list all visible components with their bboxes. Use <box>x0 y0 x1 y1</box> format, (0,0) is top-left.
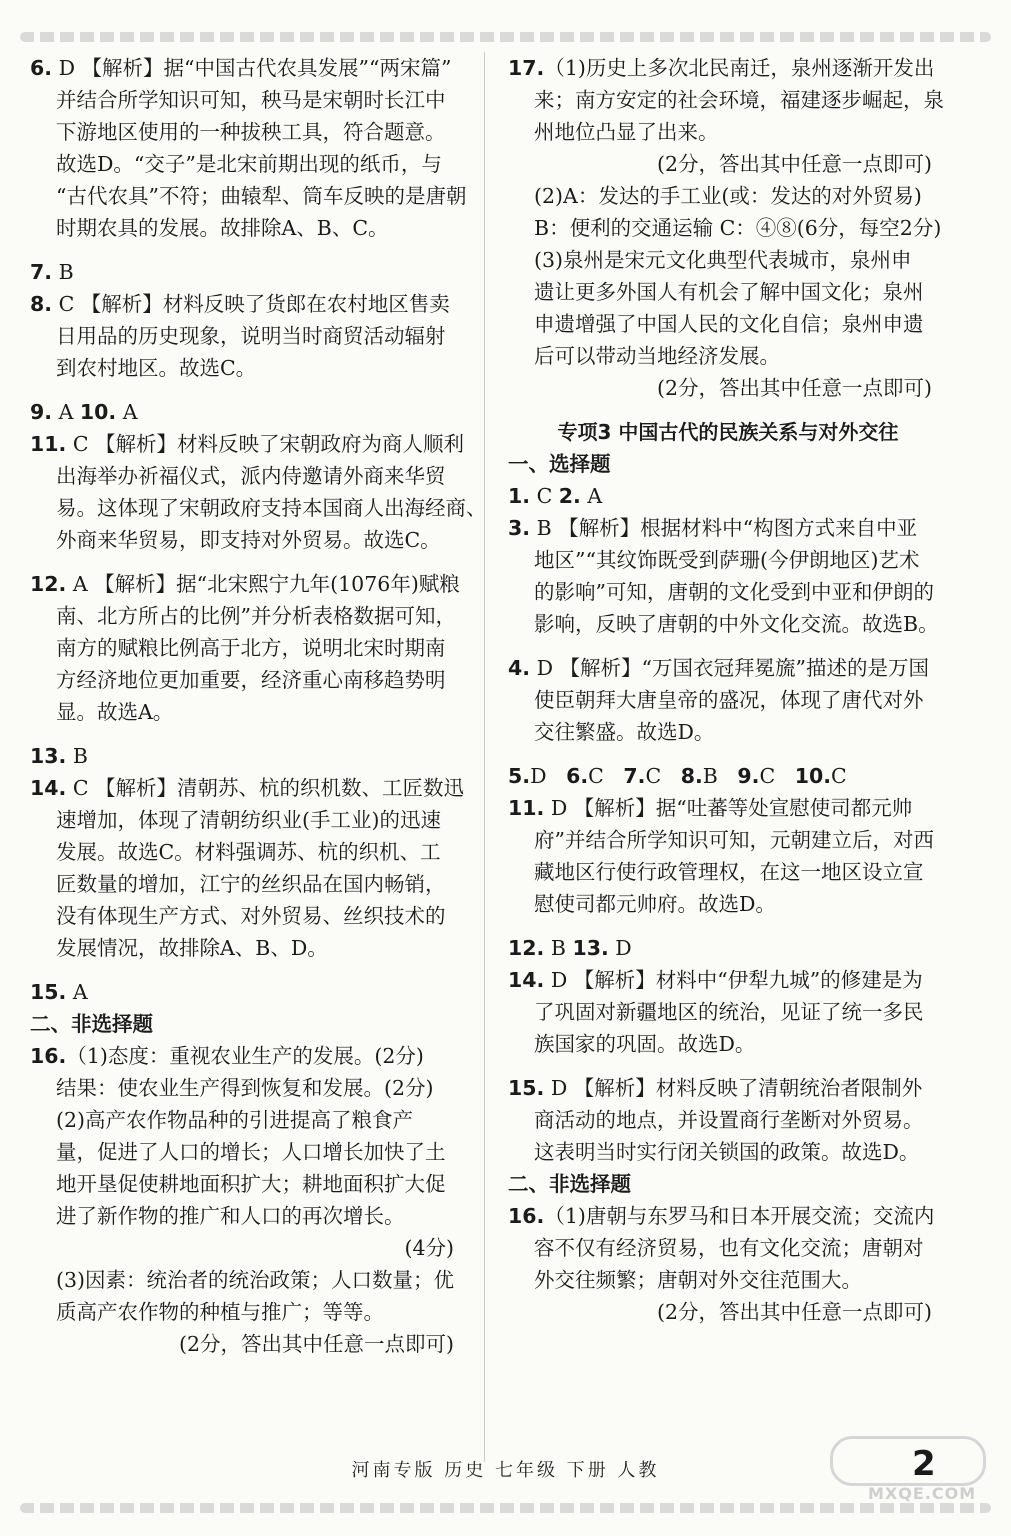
answer-text: D 【解析】材料反映了清朝统治者限制外 <box>544 1076 923 1100</box>
answer-continuation: 结果：使农业生产得到恢复和发展。(2分) <box>56 1076 434 1100</box>
question-number: 8. <box>680 764 703 788</box>
answer-continuation: 显。故选A。 <box>56 700 174 724</box>
question-number: 13. <box>30 744 67 768</box>
answer-continuation: 质高产农作物的种植与推广；等等。 <box>56 1300 384 1324</box>
watermark-url: MXQE.COM <box>868 1484 977 1503</box>
answer-continuation: 的影响”可知，唐朝的文化受到中亚和伊朗的 <box>534 580 934 604</box>
answer-text: C <box>530 484 559 508</box>
section-heading: 二、非选择题 <box>30 1012 153 1036</box>
answer-continuation: 影响，反映了唐朝的中外文化交流。故选B。 <box>534 612 939 636</box>
answer-continuation: 没有体现生产方式、对外贸易、丝织技术的 <box>56 904 446 928</box>
answer-line <box>508 512 948 544</box>
answer-continuation: 发展情况，故排除A、B、D。 <box>56 936 328 960</box>
answer-continuation: 申遗增强了中国人民的文化自信；泉州申遗 <box>534 312 924 336</box>
answer-line <box>30 396 470 428</box>
answer-continuation: 时期农具的发展。故排除A、B、C。 <box>56 216 389 240</box>
decorative-bottom-border <box>20 1503 991 1513</box>
answer-line <box>508 1200 948 1232</box>
answer-continuation: 易。这体现了宋朝政府支持本国商人出海经商、 <box>56 496 487 520</box>
spacer <box>30 384 470 396</box>
answer-line <box>508 480 948 512</box>
answer-line <box>508 760 948 792</box>
question-number: 7. <box>623 764 646 788</box>
spacer <box>508 404 948 416</box>
watermark-logo <box>830 1436 990 1506</box>
answer-continuation: 慰使司都元帅府。故选D。 <box>534 892 776 916</box>
answer-continuation: 故选D。“交子”是北宋前期出现的纸币，与 <box>56 152 442 176</box>
answer-text: A <box>116 400 138 424</box>
question-number: 1. <box>508 484 531 508</box>
answer-continuation: 府”并结合所学知识可知，元朝建立后，对西 <box>534 828 934 852</box>
answer-text: A <box>66 980 88 1004</box>
question-number: 16. <box>508 1204 545 1228</box>
page-footer: 河南专版 历史 七年级 下册 人教 <box>351 1460 660 1481</box>
column-divider <box>484 52 485 1462</box>
spacer <box>508 748 948 760</box>
question-number: 8. <box>30 292 53 316</box>
answer-text: B <box>52 260 74 284</box>
answer-continuation: (3)泉州是宋元文化典型代表城市，泉州申 <box>534 248 912 272</box>
question-number: 7. <box>30 260 53 284</box>
answer-text: A 【解析】据“北宋熙宁九年(1076年)赋粮 <box>66 572 460 596</box>
answer-continuation: 藏地区行使行政管理权，在这一地区设立宣 <box>534 860 924 884</box>
answer-continuation: 这表明当时实行闭关锁国的政策。故选D。 <box>534 1140 920 1164</box>
spacer <box>508 640 948 652</box>
section-heading: 二、非选择题 <box>508 1172 631 1196</box>
answer-text: B 【解析】根据材料中“构图方式来自中亚 <box>530 516 918 540</box>
answer-text: C <box>645 764 662 788</box>
question-number: 12. <box>508 936 545 960</box>
answer-continuation: “古代农具”不符；曲辕犁、筒车反映的是唐朝 <box>56 184 467 208</box>
answer-text: A <box>580 484 603 508</box>
answer-continuation: 南方的赋粮比例高于北方，说明北宋时期南 <box>56 636 446 660</box>
answer-continuation: (3)因素：统治者的统治政策；人口数量；优 <box>56 1268 455 1292</box>
right-column <box>508 52 948 1328</box>
answer-line <box>30 52 470 84</box>
answer-continuation: 速增加，体现了清朝纺织业(手工业)的迅速 <box>56 808 441 832</box>
answer-continuation: 进了新作物的推广和人口的再次增长。 <box>56 1204 405 1228</box>
question-number: 12. <box>30 572 67 596</box>
answer-text: D <box>608 936 632 960</box>
answer-text: B <box>66 744 88 768</box>
answer-continuation: 量，促进了人口的增长；人口增长加快了土 <box>56 1140 446 1164</box>
answer-line <box>508 52 948 84</box>
answer-text: （1)唐朝与东罗马和日本开展交流；交流内 <box>544 1204 935 1228</box>
answer-continuation: 匠数量的增加，江宁的丝织品在国内畅销， <box>56 872 446 896</box>
answer-line <box>508 792 948 824</box>
decorative-top-border <box>20 32 991 42</box>
score-note: (4分) <box>404 1236 454 1260</box>
question-number: 14. <box>30 776 67 800</box>
answer-line <box>30 772 470 804</box>
special-topic-title: 专项3 中国古代的民族关系与对外交往 <box>557 420 899 444</box>
answer-text: D 【解析】据“中国古代农具发展”“两宋篇” <box>52 56 452 80</box>
answer-line <box>508 1072 948 1104</box>
answer-continuation: 南、北方所占的比例”并分析表格数据可知， <box>56 604 456 628</box>
score-note: (2分，答出其中任意一点即可) <box>656 1300 932 1324</box>
answer-line <box>508 932 948 964</box>
answer-text: C 【解析】材料反映了宋朝政府为商人顺利 <box>66 432 465 456</box>
answer-text: C <box>588 764 604 788</box>
question-number: 16. <box>30 1044 67 1068</box>
answer-continuation: 地区”“其纹饰既受到萨珊(今伊朗地区)艺术 <box>534 548 920 572</box>
score-note: (2分，答出其中任意一点即可) <box>656 152 932 176</box>
question-number: 6. <box>30 56 53 80</box>
question-number: 13. <box>572 936 609 960</box>
spacer <box>30 556 470 568</box>
question-number: 11. <box>30 432 67 456</box>
score-note: (2分，答出其中任意一点即可) <box>656 376 932 400</box>
answer-line <box>30 976 470 1008</box>
answer-text: B <box>702 764 718 788</box>
answer-text: A <box>52 400 80 424</box>
answer-text: C <box>759 764 776 788</box>
answer-continuation: 族国家的巩固。故选D。 <box>534 1032 756 1056</box>
answer-continuation: 出海举办祈福仪式，派内侍邀请外商来华贸 <box>56 464 446 488</box>
answer-text: B <box>544 936 573 960</box>
answer-line <box>508 964 948 996</box>
answer-continuation: (2)高产农作物品种的引进提高了粮食产 <box>56 1108 414 1132</box>
spacer <box>508 920 948 932</box>
answer-continuation: 下游地区使用的一种拔秧工具，符合题意。 <box>56 120 446 144</box>
answer-text: C 【解析】清朝苏、杭的织机数、工匠数迅 <box>66 776 465 800</box>
answer-continuation: 方经济地位更加重要，经济重心南移趋势明 <box>56 668 446 692</box>
answer-continuation: 使臣朝拜大唐皇帝的盛况，体现了唐代对外 <box>534 688 924 712</box>
answer-continuation: 了巩固对新疆地区的统治，见证了统一多民 <box>534 1000 924 1024</box>
question-number: 10. <box>79 400 117 424</box>
answer-text: （1)态度：重视农业生产的发展。(2分) <box>66 1044 424 1068</box>
question-number: 17. <box>508 56 545 80</box>
answer-continuation: 商活动的地点，并设置商行垄断对外贸易。 <box>534 1108 924 1132</box>
answer-continuation: (2)A：发达的手工业(或：发达的对外贸易) <box>534 184 922 208</box>
answer-continuation: 后可以带动当地经济发展。 <box>534 344 780 368</box>
answer-continuation: B：便利的交通运输 C：④⑧(6分，每空2分) <box>534 216 942 240</box>
answer-continuation: 州地位凸显了出来。 <box>534 120 719 144</box>
left-column <box>30 52 487 1360</box>
question-number: 2. <box>558 484 581 508</box>
question-number: 9. <box>30 400 53 424</box>
answer-continuation: 日用品的历史现象，说明当时商贸活动辐射 <box>56 324 446 348</box>
question-number: 9. <box>737 764 760 788</box>
question-number: 5. <box>508 764 531 788</box>
answer-continuation: 外商来华贸易，即支持对外贸易。故选C。 <box>56 528 441 552</box>
question-number: 6. <box>566 764 589 788</box>
answer-continuation: 外交往频繁；唐朝对外交往范围大。 <box>534 1268 862 1292</box>
spacer <box>30 244 470 256</box>
spacer <box>30 728 470 740</box>
answer-text: （1)历史上多次北民南迁，泉州逐渐开发出 <box>544 56 935 80</box>
answer-continuation: 地开垦促使耕地面积扩大；耕地面积扩大促 <box>56 1172 446 1196</box>
answer-text: D 【解析】材料中“伊犁九城”的修建是为 <box>544 968 923 992</box>
section-heading: 一、选择题 <box>508 452 611 476</box>
answer-continuation: 交往繁盛。故选D。 <box>534 720 715 744</box>
question-number: 10. <box>794 764 832 788</box>
answer-line <box>30 428 470 460</box>
answer-continuation: 并结合所学知识可知，秧马是宋朝时长江中 <box>56 88 446 112</box>
answer-line <box>508 652 948 684</box>
answer-line <box>30 1040 470 1072</box>
answer-text: D 【解析】据“吐蕃等处宣慰使司都元帅 <box>544 796 913 820</box>
question-number: 3. <box>508 516 531 540</box>
question-number: 4. <box>508 656 531 680</box>
spacer <box>30 964 470 976</box>
page-number: 2 <box>912 1444 936 1484</box>
answer-line <box>30 740 470 772</box>
answer-continuation: 到农村地区。故选C。 <box>56 356 257 380</box>
answer-text: C 【解析】材料反映了货郎在农村地区售卖 <box>52 292 450 316</box>
answer-line <box>30 288 470 320</box>
answer-text: D 【解析】“万国衣冠拜冕旒”描述的是万国 <box>530 656 929 680</box>
answer-continuation: 容不仅有经济贸易，也有文化交流；唐朝对 <box>534 1236 924 1260</box>
answer-continuation: 遗让更多外国人有机会了解中国文化；泉州 <box>534 280 924 304</box>
answer-text: C <box>831 764 847 788</box>
answer-line <box>30 568 470 600</box>
question-number: 15. <box>30 980 67 1004</box>
score-note: (2分，答出其中任意一点即可) <box>178 1332 454 1356</box>
answer-continuation: 来；南方安定的社会环境，福建逐步崛起，泉 <box>534 88 944 112</box>
answer-text: D <box>530 764 547 788</box>
question-number: 14. <box>508 968 545 992</box>
answer-line <box>30 256 470 288</box>
spacer <box>508 1060 948 1072</box>
watermark-stamp-icon <box>830 1436 986 1486</box>
answer-continuation: 发展。故选C。材料强调苏、杭的织机、工 <box>56 840 441 864</box>
question-number: 15. <box>508 1076 545 1100</box>
question-number: 11. <box>508 796 545 820</box>
